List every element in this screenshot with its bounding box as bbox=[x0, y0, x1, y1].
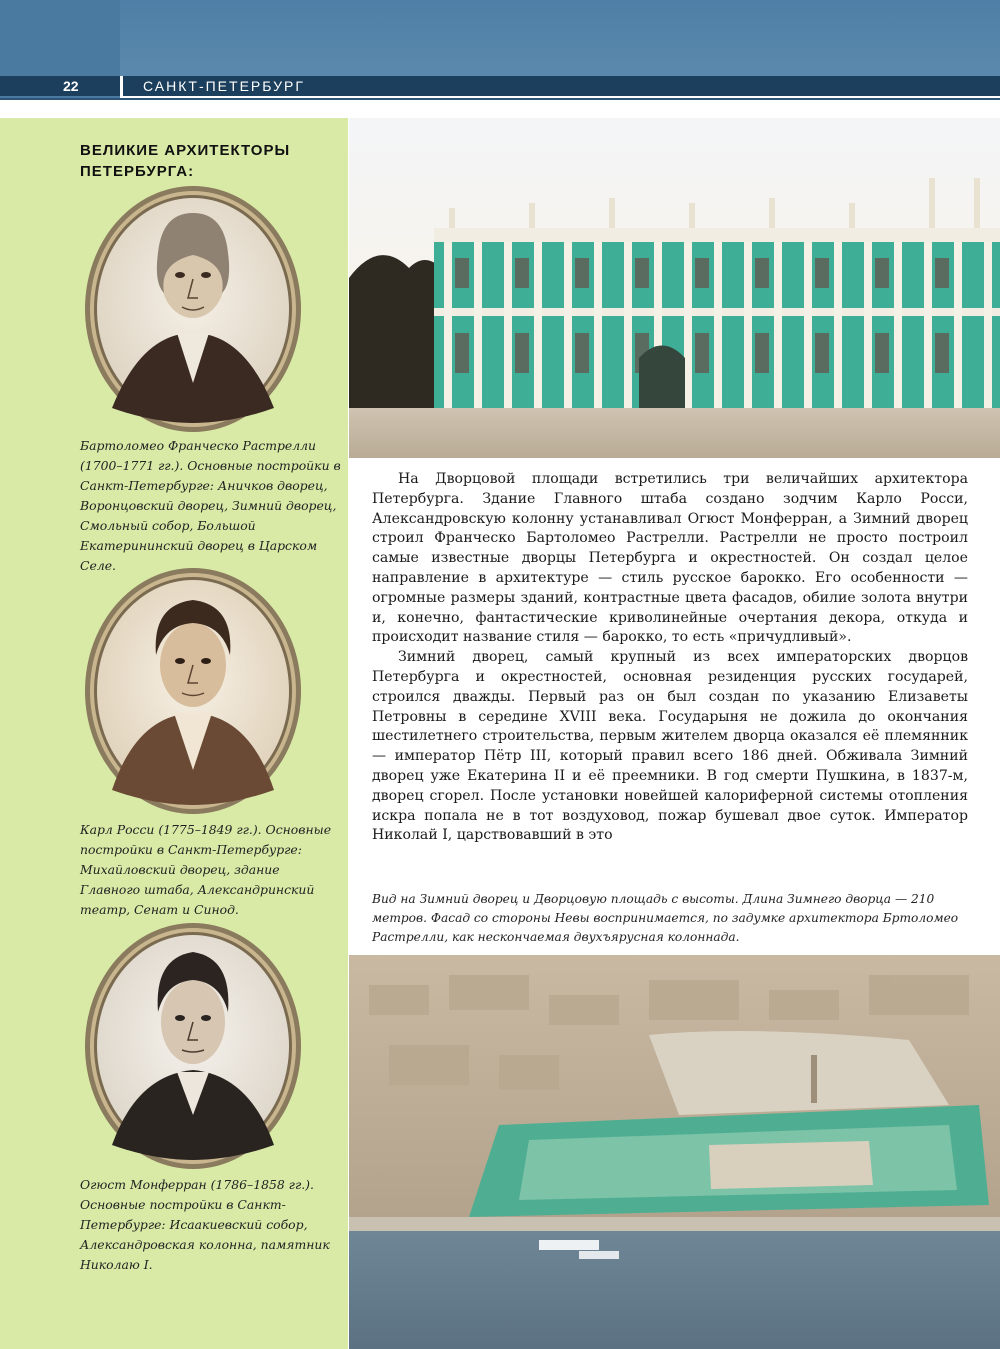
header-divider bbox=[120, 76, 123, 98]
article-body bbox=[372, 470, 968, 846]
header-background bbox=[0, 0, 1000, 76]
section-title: САНКТ-ПЕТЕРБУРГ bbox=[143, 78, 305, 94]
sidebar-heading: ВЕЛИКИЕ АРХИТЕКТОРЫ ПЕТЕРБУРГА: bbox=[80, 142, 291, 180]
header-rule-thin bbox=[0, 98, 1000, 100]
portrait-rossi bbox=[82, 565, 304, 817]
portrait-montferrand bbox=[82, 920, 304, 1172]
aerial-photo-caption: Вид на Зимний дворец и Дворцовую площадь с высоты. Длина Зимнего дворца — 210 метров. Фасад со стороны Невы воспринимается, по задумке архитектора Бртоломео Растрелли, как нескончаемая двухъярусная колоннада. bbox=[372, 892, 959, 944]
article-paragraph: Зимний дворец, самый крупный из всех императорских дворцов Петербурга и окрестностей, основная резиденция русских государей, строился дважды. Первый раз он был создан по указанию Елизаветы Петровны в середине XVIII века. Государыня не дожила до окончания шестилетнего строительства, первым жителем дворца оказался её племянник — император Пётр III, который правил всего 186 дней. Обживала Зимний дворец уже Екатерина II и её преемники. В год смерти Пушкина, в 1837-м, дворец сгорел. После установки новейшей калориферной системы отопления искра попала не в тот воздуховод, пожар бушевал двое суток. Император Николай I, царствовавший в это bbox=[372, 649, 968, 844]
winter-palace-photo bbox=[349, 118, 1000, 458]
aerial-photo bbox=[349, 955, 1000, 1349]
article-paragraph: На Дворцовой площади встретились три величайших архитектора Петербурга. Здание Главного штаба создано зодчим Карло Росси, Александровскую колонну устанавливал Огюст Монферран, а Зимний дворец строил Франческо Бартоломео Растрелли. Растрелли не просто построил самые известные дворцы Петербурга и окрестностей. Он создал целое направление в архитектуре — стиль русское барокко. Его особенности — огромные размеры зданий, контрастные цвета фасадов, обилие золота внутри и, конечно, фантастические криволинейные очертания декора, откуда и происходит название стиля — барокко, то есть «причудливый». bbox=[372, 471, 968, 646]
caption-montferrand: Огюст Монферран (1786–1858 гг.). Основные постройки в Санкт-Петербурге: Исаакиевский собор, Александровская колонна, памятник Николаю I. bbox=[80, 1177, 330, 1272]
page-number: 22 bbox=[63, 78, 79, 94]
caption-rossi: Карл Росси (1775–1849 гг.). Основные постройки в Санкт-Петербурге: Михайловский дворец, здание Главного штаба, Александринский театр, Сенат и Синод. bbox=[80, 822, 332, 917]
caption-rastrelli: Бартоломео Франческо Растрелли (1700–1771 гг.). Основные постройки в Санкт-Петербурге: Аничков дворец, Воронцовский дворец, Зимний дворец, Смольный собор, Большой Екатерининский дворец в Царском Селе. bbox=[80, 438, 341, 573]
portrait-rastrelli bbox=[82, 183, 304, 435]
